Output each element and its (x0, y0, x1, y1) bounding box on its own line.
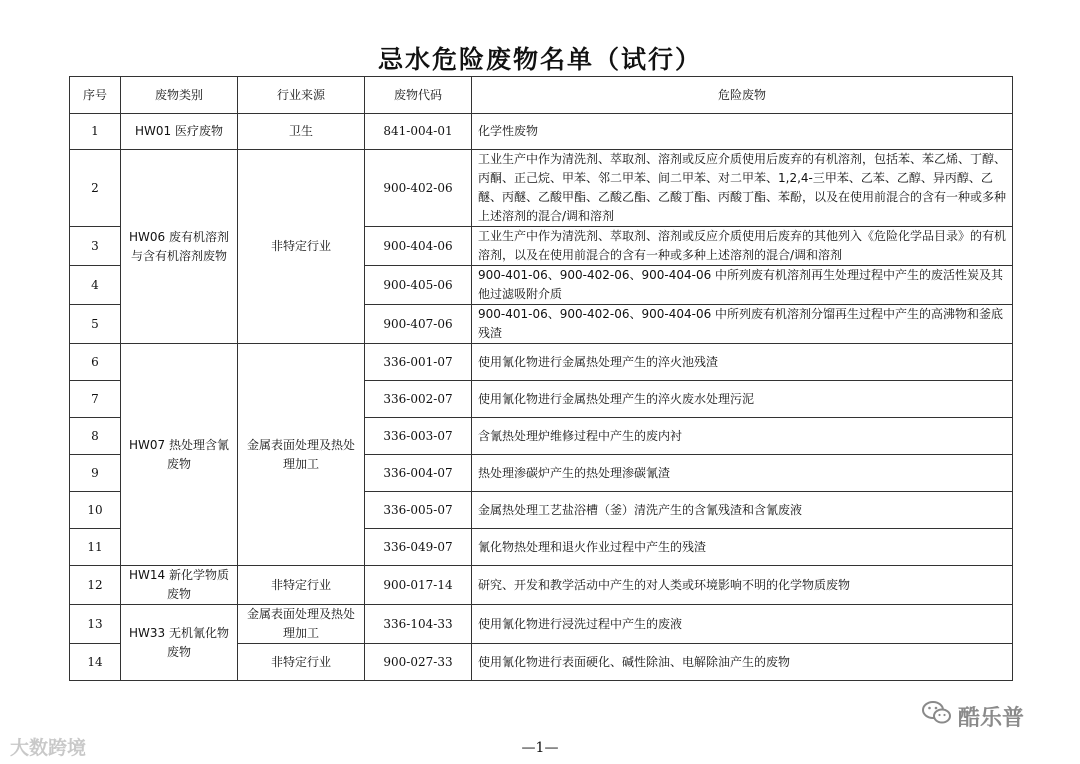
table-row (70, 605, 1013, 644)
industry-cell: 非特定行业 (238, 566, 365, 605)
waste-cell: 900-401-06、900-402-06、900-404-06 中所列废有机溶剂分馏再生过程中产生的高沸物和釜底残渣 (472, 305, 1013, 344)
industry-cell: 卫生 (238, 114, 365, 150)
waste-cell: 热处理渗碳炉产生的热处理渗碳氰渣 (472, 455, 1013, 492)
seq-cell: 2 (70, 150, 121, 227)
code-cell: 900-407-06 (365, 305, 472, 344)
seq-cell: 14 (70, 644, 121, 681)
page-number: —1— (521, 740, 559, 756)
seq-cell: 8 (70, 418, 121, 455)
seq-cell: 7 (70, 381, 121, 418)
code-cell: 336-003-07 (365, 418, 472, 455)
seq-cell: 9 (70, 455, 121, 492)
code-cell: 900-027-33 (365, 644, 472, 681)
code-cell: 336-001-07 (365, 344, 472, 381)
seq-cell: 5 (70, 305, 121, 344)
table-row (70, 566, 1013, 605)
document-title: 忌水危险废物名单（试行） (377, 45, 702, 74)
category-cell: HW33 无机氰化物废物 (121, 605, 238, 681)
wechat-icon (922, 700, 952, 732)
header-category: 废物类别 (121, 77, 238, 114)
code-cell: 336-049-07 (365, 529, 472, 566)
industry-cell: 非特定行业 (238, 150, 365, 344)
waste-cell: 含氰热处理炉维修过程中产生的废内衬 (472, 418, 1013, 455)
header-code: 废物代码 (365, 77, 472, 114)
industry-cell: 非特定行业 (238, 644, 365, 681)
code-cell: 900-404-06 (365, 227, 472, 266)
waste-cell: 使用氰化物进行表面硬化、碱性除油、电解除油产生的废物 (472, 644, 1013, 681)
table-row (70, 344, 1013, 381)
seq-cell: 6 (70, 344, 121, 381)
waste-table (69, 76, 1013, 681)
seq-cell: 13 (70, 605, 121, 644)
waste-cell: 使用氰化物进行金属热处理产生的淬火废水处理污泥 (472, 381, 1013, 418)
category-cell: HW07 热处理含氰废物 (121, 344, 238, 566)
seq-cell: 10 (70, 492, 121, 529)
category-cell: HW14 新化学物质废物 (121, 566, 238, 605)
waste-cell: 900-401-06、900-402-06、900-404-06 中所列废有机溶剂再生处理过程中产生的废活性炭及其他过滤吸附介质 (472, 266, 1013, 305)
waste-cell: 金属热处理工艺盐浴槽（釜）清洗产生的含氰残渣和含氰废液 (472, 492, 1013, 529)
waste-cell: 氰化物热处理和退火作业过程中产生的残渣 (472, 529, 1013, 566)
waste-cell: 使用氰化物进行金属热处理产生的淬火池残渣 (472, 344, 1013, 381)
waste-cell: 研究、开发和教学活动中产生的对人类或环境影响不明的化学物质废物 (472, 566, 1013, 605)
seq-cell: 1 (70, 114, 121, 150)
seq-cell: 11 (70, 529, 121, 566)
header-seq: 序号 (70, 77, 121, 114)
seq-cell: 12 (70, 566, 121, 605)
waste-cell: 工业生产中作为清洗剂、萃取剂、溶剂或反应介质使用后废弃的有机溶剂，包括苯、苯乙烯、丁醇、丙酮、正己烷、甲苯、邻二甲苯、间二甲苯、对二甲苯、1,2,4-三甲苯、乙苯、乙醇、异丙醇、乙醚、丙醚、乙酸甲酯、乙酸乙酯、乙酸丁酯、丙酸丁酯、苯酚，以及在使用前混合的含有一种或多种上述溶剂的混合/调和溶剂 (472, 150, 1013, 227)
waste-cell: 化学性废物 (472, 114, 1013, 150)
category-cell: HW01 医疗废物 (121, 114, 238, 150)
watermark-right (922, 700, 1024, 732)
watermark-left: 大数跨境 (10, 737, 87, 759)
header-industry: 行业来源 (238, 77, 365, 114)
waste-cell: 使用氰化物进行浸洗过程中产生的废液 (472, 605, 1013, 644)
seq-cell: 3 (70, 227, 121, 266)
code-cell: 336-004-07 (365, 455, 472, 492)
category-cell: HW06 废有机溶剂与含有机溶剂废物 (121, 150, 238, 344)
header-waste: 危险废物 (472, 77, 1013, 114)
code-cell: 336-002-07 (365, 381, 472, 418)
code-cell: 900-405-06 (365, 266, 472, 305)
table-header-row (70, 77, 1013, 114)
table-row (70, 114, 1013, 150)
industry-cell: 金属表面处理及热处理加工 (238, 344, 365, 566)
waste-cell: 工业生产中作为清洗剂、萃取剂、溶剂或反应介质使用后废弃的其他列入《危险化学品目录》的有机溶剂，以及在使用前混合的含有一种或多种上述溶剂的混合/调和溶剂 (472, 227, 1013, 266)
seq-cell: 4 (70, 266, 121, 305)
industry-cell: 金属表面处理及热处理加工 (238, 605, 365, 644)
code-cell: 900-402-06 (365, 150, 472, 227)
code-cell: 900-017-14 (365, 566, 472, 605)
watermark-right-text: 酷乐普 (958, 705, 1025, 731)
code-cell: 336-005-07 (365, 492, 472, 529)
table-row (70, 150, 1013, 227)
code-cell: 336-104-33 (365, 605, 472, 644)
code-cell: 841-004-01 (365, 114, 472, 150)
